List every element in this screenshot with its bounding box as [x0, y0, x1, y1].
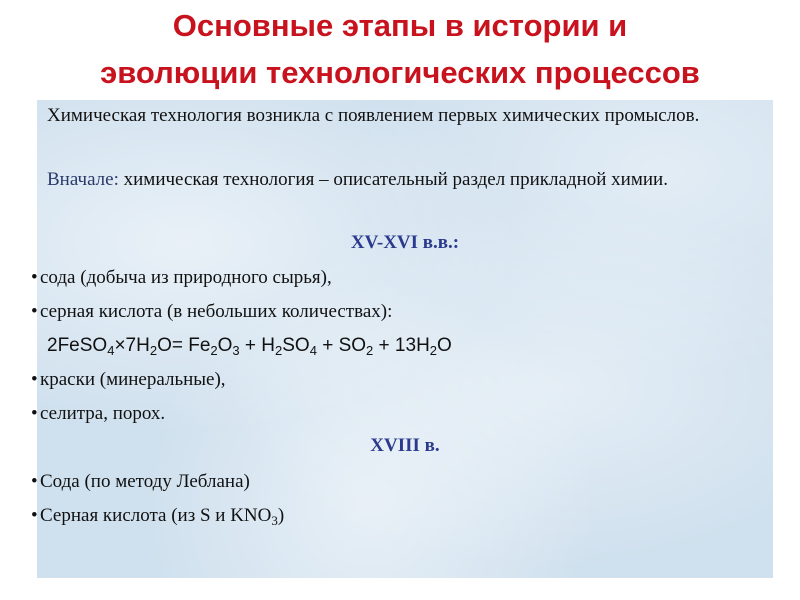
formula-sub: 3 — [232, 343, 240, 358]
list-item-text: ) — [277, 505, 285, 526]
formula-part: O — [437, 335, 452, 356]
formula-part: SO — [282, 335, 310, 356]
list-item — [31, 505, 284, 527]
bullet-icon: • — [31, 301, 38, 322]
list-item — [31, 301, 392, 323]
formula-sub: 2 — [149, 343, 158, 358]
lead-rest: химическая технология – описательный раздел прикладной химии. — [118, 169, 668, 190]
intro-paragraph: Химическая технология возникла с появлением первых химических промыслов. — [47, 105, 700, 126]
list-item — [31, 267, 332, 289]
formula-part: ×7H — [114, 335, 150, 356]
list-item-text: селитра, порох. — [40, 403, 166, 424]
lead-word: Вначале: — [47, 169, 119, 190]
list-item-text: сода (добыча из природного сырья), — [40, 267, 332, 288]
lead-paragraph — [47, 167, 757, 193]
formula-sub: 4 — [309, 343, 317, 358]
period-heading-xv-xvi: XV-XVI в.в.: — [350, 232, 460, 253]
formula-part: O= Fe — [157, 335, 211, 356]
formula-sub: 4 — [107, 343, 115, 358]
formula-part: + SO — [316, 335, 367, 356]
list-item-text: Серная кислота (из S и KNO — [40, 505, 272, 526]
bullet-icon: • — [31, 505, 38, 526]
formula-sub: 2 — [366, 343, 374, 358]
bullet-icon: • — [31, 471, 38, 492]
title-line-2: эволюции технологических процессов — [100, 55, 700, 90]
bullet-icon: • — [31, 403, 38, 424]
bullet-icon: • — [31, 369, 38, 390]
formula-part: + H — [239, 335, 276, 356]
slide-title — [0, 2, 800, 96]
bullet-icon: • — [31, 267, 38, 288]
period-heading-xviii: XVIII в. — [370, 435, 440, 456]
list-item — [31, 471, 250, 493]
formula-part: + 13H — [373, 335, 430, 356]
formula-part: 2FeSO — [47, 335, 108, 356]
list-item — [31, 403, 165, 425]
chemical-equation — [47, 335, 452, 357]
list-item — [31, 369, 226, 391]
formula-sub: 2 — [210, 343, 218, 358]
formula-sub: 3 — [271, 513, 278, 528]
formula-part: O — [217, 335, 233, 356]
list-item-text: Сода (по методу Леблана) — [40, 471, 250, 492]
list-item-text: серная кислота (в небольших количествах): — [40, 301, 393, 322]
formula-sub: 2 — [275, 343, 283, 358]
formula-sub: 2 — [429, 343, 438, 358]
list-item-text: краски (минеральные), — [40, 369, 226, 390]
title-line-1: Основные этапы в истории и — [172, 8, 628, 43]
